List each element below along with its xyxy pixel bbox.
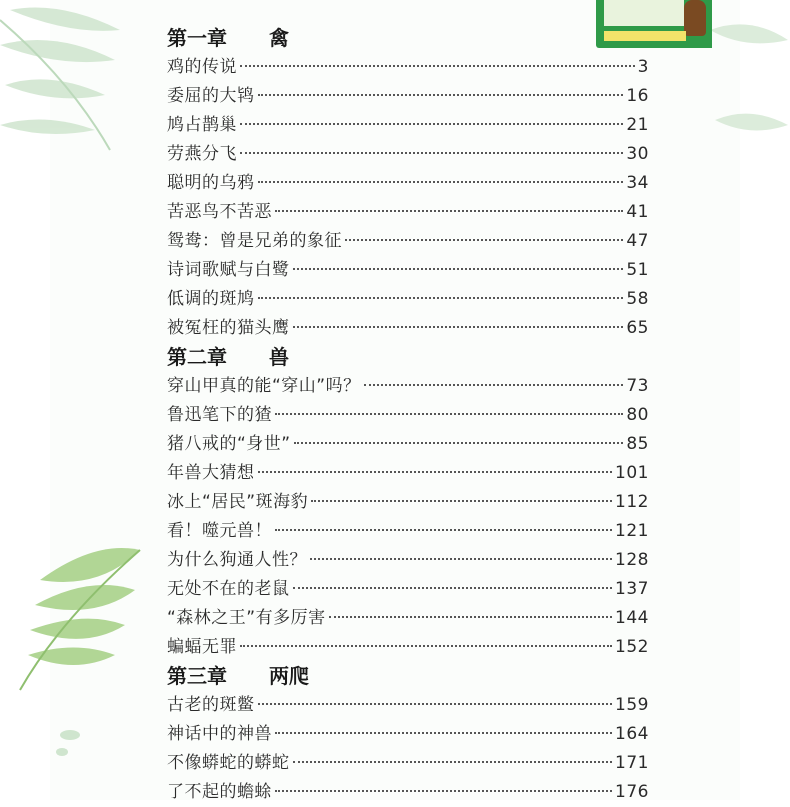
entry-title: 看！噬元兽！ <box>167 521 272 541</box>
dot-leader <box>258 703 613 705</box>
dot-leader <box>310 558 612 560</box>
entry-title: 劳燕分飞 <box>167 144 237 164</box>
table-of-contents <box>167 24 649 807</box>
entry-page-number: 3 <box>637 57 649 77</box>
toc-entry <box>167 53 649 82</box>
entry-title: 鲁迅笔下的猹 <box>167 405 272 425</box>
dot-leader <box>258 181 624 183</box>
leaf-decoration-top-left <box>0 0 180 160</box>
toc-entry <box>167 256 649 285</box>
entry-page-number: 137 <box>615 579 649 599</box>
entry-title: “森林之王”有多厉害 <box>167 608 326 628</box>
entry-page-number: 112 <box>615 492 649 512</box>
entry-title: 无处不在的老鼠 <box>167 579 290 599</box>
entry-title: 苦恶鸟不苦恶 <box>167 202 272 222</box>
dot-leader <box>240 65 635 67</box>
chapter-heading <box>167 343 649 372</box>
dot-leader <box>345 239 623 241</box>
toc-entry <box>167 517 649 546</box>
chapter-name: 兽 <box>269 345 289 369</box>
dot-leader <box>275 413 623 415</box>
entry-title: 鸡的传说 <box>167 57 237 77</box>
dot-leader <box>293 761 613 763</box>
entry-title: 了不起的蟾蜍 <box>167 782 272 802</box>
entry-title: 年兽大猜想 <box>167 463 255 483</box>
chapter-label: 第一章 <box>167 26 227 50</box>
dot-leader <box>311 500 612 502</box>
toc-entry <box>167 749 649 778</box>
chapter-heading <box>167 24 649 53</box>
toc-entry <box>167 691 649 720</box>
chapter-name: 两爬 <box>269 664 309 688</box>
dot-leader <box>240 152 623 154</box>
entry-page-number: 65 <box>626 318 649 338</box>
chapter-heading <box>167 662 649 691</box>
dot-leader <box>258 471 613 473</box>
entry-page-number: 159 <box>615 695 649 715</box>
entry-title: 冰上“居民”斑海豹 <box>167 492 309 512</box>
entry-page-number: 128 <box>615 550 649 570</box>
dot-leader <box>275 732 612 734</box>
dot-leader <box>293 587 613 589</box>
entry-page-number: 101 <box>615 463 649 483</box>
toc-entry <box>167 140 649 169</box>
toc-entry <box>167 227 649 256</box>
dot-leader <box>258 94 624 96</box>
leaf-decoration-right <box>700 0 790 200</box>
entry-page-number: 171 <box>615 753 649 773</box>
entry-title: 被冤枉的猫头鹰 <box>167 318 290 338</box>
toc-entry <box>167 604 649 633</box>
entry-page-number: 80 <box>626 405 649 425</box>
leaf-decoration-bottom-left <box>0 520 150 760</box>
chapter-label: 第二章 <box>167 345 227 369</box>
entry-page-number: 58 <box>626 289 649 309</box>
cover-illustration <box>604 0 684 26</box>
dot-leader <box>329 616 612 618</box>
dot-leader <box>275 210 623 212</box>
cover-animal-image <box>684 0 706 36</box>
entry-title: 诗词歌赋与白鹭 <box>167 260 290 280</box>
entry-title: 鸳鸯：曾是兄弟的象征 <box>167 231 342 251</box>
entry-page-number: 41 <box>626 202 649 222</box>
toc-entry <box>167 82 649 111</box>
toc-entry <box>167 401 649 430</box>
entry-page-number: 176 <box>615 782 649 802</box>
entry-title: 猪八戒的“身世” <box>167 434 291 454</box>
toc-entry <box>167 198 649 227</box>
entry-title: 穿山甲真的能“穿山”吗？ <box>167 376 361 396</box>
toc-entry <box>167 633 649 662</box>
toc-entry <box>167 430 649 459</box>
toc-entry <box>167 314 649 343</box>
dot-leader <box>294 442 624 444</box>
toc-entry <box>167 111 649 140</box>
toc-entry <box>167 720 649 749</box>
entry-page-number: 47 <box>626 231 649 251</box>
chapter-label: 第三章 <box>167 664 227 688</box>
entry-page-number: 73 <box>626 376 649 396</box>
entry-page-number: 16 <box>626 86 649 106</box>
entry-page-number: 121 <box>615 521 649 541</box>
toc-entry <box>167 546 649 575</box>
dot-leader <box>293 326 624 328</box>
toc-entry <box>167 488 649 517</box>
dot-leader <box>258 297 624 299</box>
entry-page-number: 85 <box>626 434 649 454</box>
entry-title: 不像蟒蛇的蟒蛇 <box>167 753 290 773</box>
toc-entry <box>167 285 649 314</box>
dot-leader <box>240 123 623 125</box>
dot-leader <box>364 384 624 386</box>
toc-entry <box>167 575 649 604</box>
entry-page-number: 51 <box>626 260 649 280</box>
entry-page-number: 34 <box>626 173 649 193</box>
entry-title: 鸠占鹊巢 <box>167 115 237 135</box>
entry-title: 低调的斑鸠 <box>167 289 255 309</box>
toc-entry <box>167 169 649 198</box>
entry-page-number: 30 <box>626 144 649 164</box>
entry-page-number: 152 <box>615 637 649 657</box>
entry-page-number: 164 <box>615 724 649 744</box>
chapter-name: 禽 <box>269 26 289 50</box>
toc-entry <box>167 778 649 807</box>
entry-page-number: 144 <box>615 608 649 628</box>
dot-leader <box>275 529 612 531</box>
entry-title: 古老的斑鳖 <box>167 695 255 715</box>
toc-entry <box>167 372 649 401</box>
toc-entry <box>167 459 649 488</box>
dot-leader <box>293 268 624 270</box>
entry-title: 为什么狗通人性？ <box>167 550 307 570</box>
dot-leader <box>240 645 612 647</box>
entry-title: 神话中的神兽 <box>167 724 272 744</box>
entry-page-number: 21 <box>626 115 649 135</box>
dot-leader <box>275 790 612 792</box>
entry-title: 聪明的乌鸦 <box>167 173 255 193</box>
entry-title: 蝙蝠无罪 <box>167 637 237 657</box>
entry-title: 委屈的大鸨 <box>167 86 255 106</box>
